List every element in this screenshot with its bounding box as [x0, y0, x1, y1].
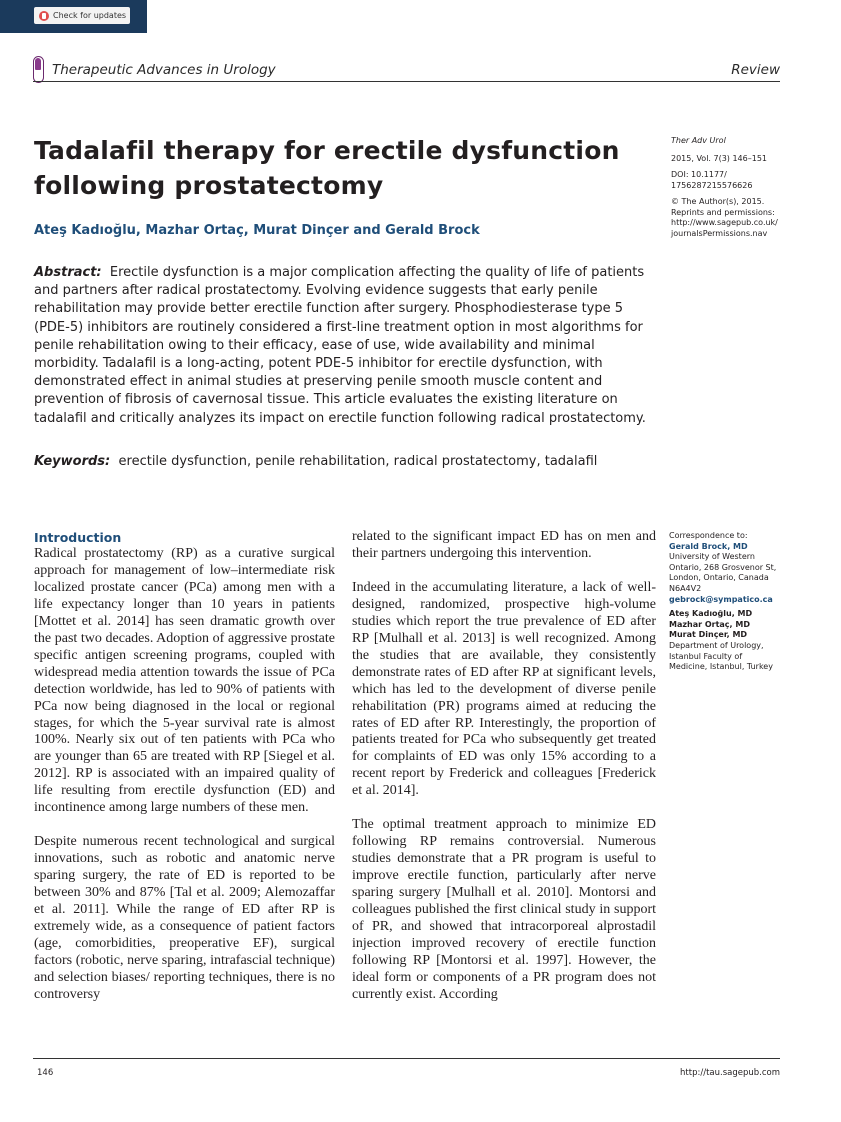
article-title: Tadalafil therapy for erectile dysfunction following prostatectomy — [34, 136, 620, 200]
body-paragraph: Despite numerous recent technological and surgical innovations, such as robotic and anatomic nerve sparing surgery, the rate of ED is reported to be between 30% and 87% [Tal et al. 2009; Alemozaffar et al. 2011]. While the range of ED after RP is extremely wide, as a consequence of patient factors (age, comorbidities, preoperative EF), surgical factors (robotic, nerve sparing, intrafascial technique) and selection biases/ reporting techniques, there is no controversy — [34, 834, 335, 1002]
correspondence-name: Gerald Brock, MD — [669, 541, 748, 551]
copyright: © The Author(s), 2015. — [671, 197, 765, 206]
citation: 2015, Vol. 7(3) 146–151 — [671, 153, 768, 163]
body-paragraph: Indeed in the accumulating literature, a lack of well-designed, randomized, prospective high-volume studies which report the true prevalence of ED after RP [Mulhall et al. 2013] is well recognized. Among the studies that are available, they consistently demonstrate rates of ED after RP at significant levels, which has led to the development of diverse penile rehabilitation (PR) programs aimed at reducing the rates of ED after RP. Interestingly, the proportion of patients treated for PCa who subsequently get treated for complaints of ED was only 15% according to a recent report by Frederick and colleagues [Frederick et al. 2014]. — [352, 579, 656, 799]
check-for-updates-button[interactable] — [34, 7, 130, 24]
article-type: Review — [731, 62, 780, 78]
introduction-heading: Introduction — [34, 530, 122, 545]
coauthor-name: Murat Dinçer, MD — [669, 630, 748, 640]
keywords — [34, 454, 674, 469]
correspondence-box — [669, 531, 794, 673]
address-line: N6A4V2 — [669, 583, 702, 593]
journal-name: Therapeutic Advances in Urology — [52, 62, 276, 78]
abstract — [34, 264, 659, 428]
keywords-text: erectile dysfunction, penile rehabilitation, radical prostatectomy, tadalafil — [118, 454, 598, 469]
permissions-link[interactable]: http://www.sagepub.co.uk/ — [671, 218, 778, 227]
doi-label: DOI: 10.1177/ — [671, 170, 727, 179]
address-line: Ontario, 268 Grosvenor St, — [669, 562, 777, 572]
address-line: University of Western — [669, 552, 755, 562]
footer-journal-url[interactable]: http://tau.sagepub.com — [680, 1068, 780, 1078]
body-paragraph: related to the significant impact ED has on men and their partners undergoing this intervention. — [352, 529, 656, 561]
affiliation-line: Medicine, Istanbul, Turkey — [669, 662, 773, 672]
affiliation-line: Department of Urology, — [669, 640, 764, 650]
abstract-label: Abstract: — [34, 265, 102, 280]
permissions-link-path[interactable]: journalsPermissions.nav — [671, 228, 768, 238]
correspondence-label: Correspondence to: — [669, 531, 748, 540]
permissions-label: Reprints and permissions: — [671, 207, 775, 217]
coauthor-name: Mazhar Ortaç, MD — [669, 619, 750, 629]
address-line: London, Ontario, Canada — [669, 573, 769, 583]
author-list: Ateş Kadıoğlu, Mazhar Ortaç, Murat Dinçer and Gerald Brock — [34, 223, 480, 238]
doi-value[interactable]: 1756287215576626 — [671, 180, 753, 190]
body-column-left — [34, 529, 335, 1004]
keywords-label: Keywords: — [34, 454, 111, 469]
correspondence-email[interactable]: gebrock@sympatico.ca — [669, 594, 773, 604]
header-divider — [33, 81, 780, 82]
footer-divider — [33, 1058, 780, 1059]
body-paragraph: Radical prostatectomy (RP) as a curative surgical approach for management of low–intermediate risk localized prostate cancer (PCa) among men with a life expectancy longer than 10 years in patients [Mottet et al. 2014] has seen dramatic growth over the past two decades. Adoption of aggressive prostate specific antigen screening programs, coupled with widespread media attention towards the issue of PCa detection worldwide, has led to 90% of patients with PCa now being diagnosed in the local or regional stages, for which the 5-year survival rate is almost 100%. Nearly six out of ten patients with PCa who are younger than 65 are treated with RP [Siegel et al. 2012]. RP is associated with an impaired quality of life resulting from erectile dysfunction (ED) and incontinence among large numbers of these men. — [34, 546, 335, 816]
abstract-text: Erectile dysfunction is a major complication affecting the quality of life of patients and partners after radical prostatectomy. Evolving evidence suggests that early penile rehabilitation may provide better erectile function after surgery. Phosphodiesterase type 5 (PDE-5) inhibitors are routinely considered a first-line treatment option in most algorithms for penile rehabilitation owing to their efficacy, ease of use, wide availability and minimal morbidity. Tadalafil is a long-acting, potent PDE-5 inhibitor for erectile dysfunction, with demonstrated effect in animal studies at preserving penile smooth muscle content and prevention of fibrosis of cavernosal tissue. This article evaluates the existing literature on tadalafil and critically analyzes its impact on erectile function following radical prostatectomy. — [34, 265, 646, 426]
body-paragraph: The optimal treatment approach to minimize ED following RP remains controversial. Numerous studies demonstrate that a PR program is useful to improve erectile function, particularly after nerve sparing surgery [Mulhall et al. 2010]. Montorsi and colleagues published the first clinical study in support of PR, and showed that intracorporeal alprostadil injection improved recovery of erectile function following RP [Montorsi et al. 1997]. However, the ideal form or components of a PR program does not currently exist. According — [352, 817, 656, 1002]
page-number: 146 — [37, 1068, 54, 1078]
affiliation-line: Istanbul Faculty of — [669, 651, 743, 661]
check-updates-banner — [0, 0, 147, 33]
journal-logo-icon — [33, 56, 44, 83]
journal-abbreviation: Ther Adv Urol — [671, 136, 726, 145]
coauthor-name: Ateş Kadıoğlu, MD — [669, 609, 753, 619]
article-metadata — [671, 136, 791, 239]
body-column-right — [352, 529, 656, 1004]
crossmark-icon — [39, 11, 49, 21]
check-for-updates-label: Check for updates — [53, 11, 127, 20]
